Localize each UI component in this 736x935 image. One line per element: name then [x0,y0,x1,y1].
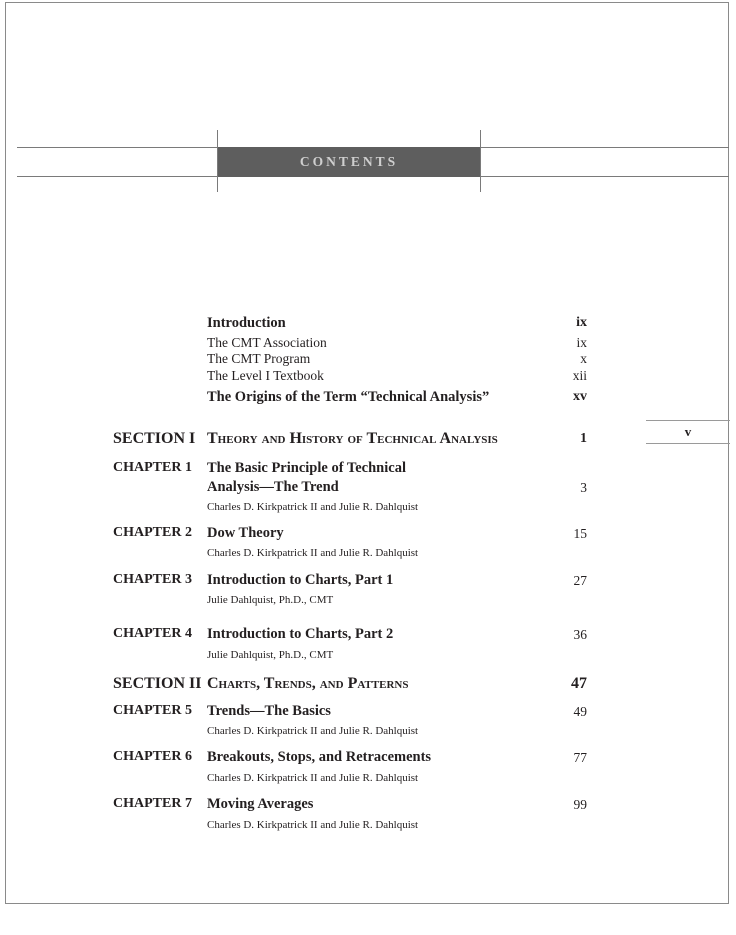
intro-origins-page: xv [573,389,587,404]
chapter-label: CHAPTER 2 [113,525,192,540]
chapter-page: 27 [573,573,587,588]
intro-page: ix [576,315,587,330]
intro-item-cmt-program[interactable]: The CMT Program [207,351,311,366]
chapter-author: Charles D. Kirkpatrick II and Julie R. Dahlquist [207,725,419,737]
chapter-title[interactable]: Introduction to Charts, Part 1 [207,572,394,588]
section-page: 47 [571,675,587,692]
intro-item-cmt-association[interactable]: The CMT Association [207,335,327,350]
intro-origins-title[interactable]: The Origins of the Term “Technical Analysis” [207,389,490,405]
chapter-author: Julie Dahlquist, Ph.D., CMT [207,594,334,606]
chapter-label: CHAPTER 6 [113,749,192,764]
intro-item-page: x [580,351,587,366]
section-page: 1 [580,431,587,446]
chapter-page: 3 [580,480,587,495]
contents-heading: CONTENTS [218,147,480,177]
intro-title[interactable]: Introduction [207,315,286,331]
chapter-page: 77 [573,750,587,765]
chapter-author: Charles D. Kirkpatrick II and Julie R. Dahlquist [207,819,419,831]
chapter-title-continued[interactable]: Analysis—The Trend [207,479,339,495]
section-label: SECTION I [113,430,196,447]
chapter-label: CHAPTER 5 [113,703,192,718]
section-title[interactable]: Theory and History of Technical Analysis [207,430,498,447]
chapter-title[interactable]: Dow Theory [207,525,284,541]
chapter-label: CHAPTER 7 [113,796,192,811]
chapter-label: CHAPTER 3 [113,572,192,587]
header-tick-right [480,130,481,192]
page [5,2,729,904]
chapter-label: CHAPTER 4 [113,626,192,641]
chapter-title[interactable]: The Basic Principle of Technical [207,460,406,476]
chapter-title[interactable]: Moving Averages [207,796,314,812]
chapter-page: 99 [573,797,587,812]
chapter-author: Julie Dahlquist, Ph.D., CMT [207,649,334,661]
chapter-author: Charles D. Kirkpatrick II and Julie R. Dahlquist [207,547,419,559]
chapter-author: Charles D. Kirkpatrick II and Julie R. Dahlquist [207,501,419,513]
chapter-label: CHAPTER 1 [113,460,192,475]
chapter-title[interactable]: Trends—The Basics [207,703,331,719]
chapter-page: 15 [573,526,587,541]
intro-item-page: ix [576,335,587,350]
chapter-author: Charles D. Kirkpatrick II and Julie R. Dahlquist [207,772,419,784]
chapter-title[interactable]: Introduction to Charts, Part 2 [207,626,394,642]
intro-item-page: xii [572,368,587,383]
page-number: v [646,420,730,444]
intro-item-level-i-textbook[interactable]: The Level I Textbook [207,368,324,383]
section-title[interactable]: Charts, Trends, and Patterns [207,675,409,692]
section-label: SECTION II [113,675,202,692]
chapter-page: 49 [573,704,587,719]
chapter-title[interactable]: Breakouts, Stops, and Retracements [207,749,432,765]
chapter-page: 36 [573,627,587,642]
